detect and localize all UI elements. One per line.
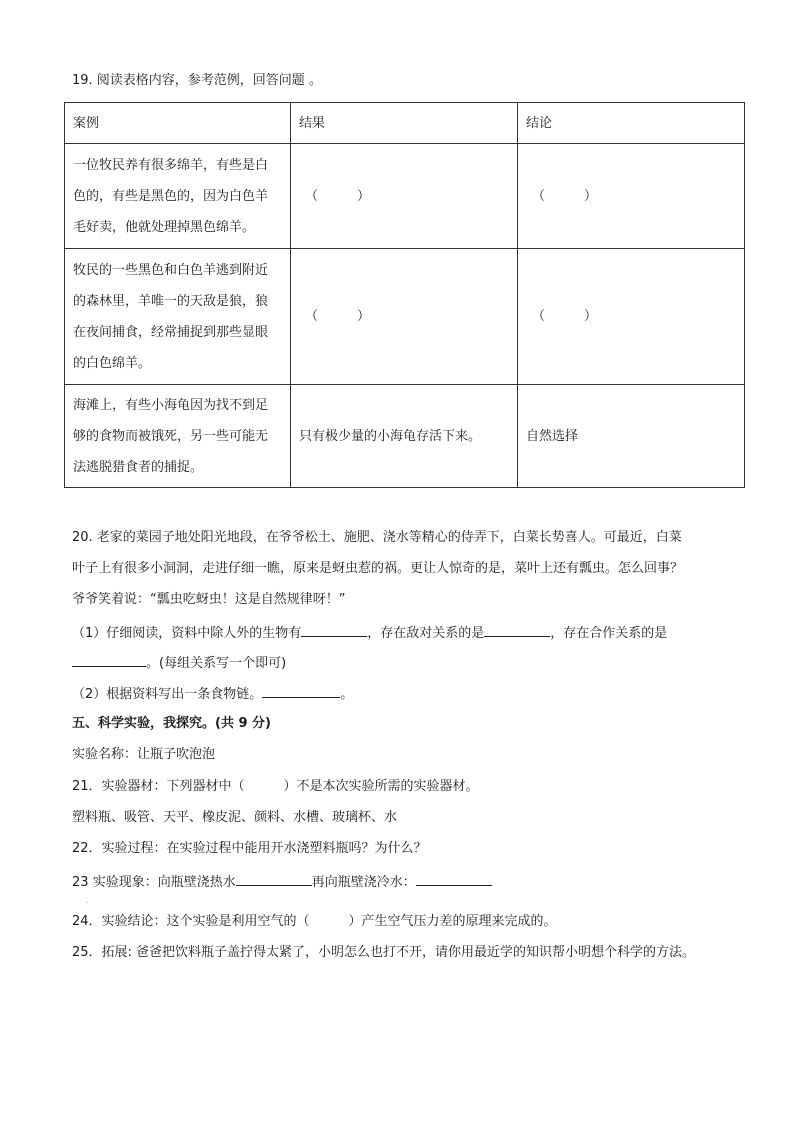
- answer-blank[interactable]: [416, 871, 492, 886]
- answer-blank[interactable]: [72, 652, 146, 667]
- answer-blank: （ ）: [305, 309, 371, 324]
- case-cell: [65, 249, 291, 385]
- q20-sub2: [72, 683, 353, 705]
- case-line: 的白色绵羊。: [73, 355, 152, 371]
- q23-text: 再向瓶壁浇冷水：: [311, 875, 416, 890]
- table-row: [65, 249, 745, 385]
- case-line: 的森林里，羊唯一的天敌是狼，狼: [73, 293, 269, 309]
- section5-title: 五、科学实验，我探究。(共 9 分): [72, 716, 271, 731]
- case-line: 海滩上，有些小海龟因为找不到足: [73, 397, 269, 413]
- answer-blank[interactable]: [236, 871, 312, 886]
- q20-sub1-text: ，存在合作关系的是: [550, 626, 668, 641]
- q22-text: 22．实验过程：在实验过程中能用开水浇塑料瓶吗？为什么？: [72, 841, 427, 856]
- case-line: 一位牧民养有很多绵羊，有些是白: [73, 157, 269, 173]
- answer-blank: （ ）: [305, 188, 371, 204]
- conclusion-cell[interactable]: [518, 144, 745, 249]
- case-line: 色的，有些是黑色的，因为白色羊: [73, 188, 269, 204]
- q23-text: 实验现象：向瓶壁浇热水: [92, 875, 236, 890]
- table-header-row: [65, 103, 745, 144]
- q20-sub1-text: （1）仔细阅读，资料中除人外的生物有: [72, 626, 302, 641]
- case-cell: [65, 385, 291, 488]
- case-line: 够的食物而被饿死，另一些可能无: [73, 428, 269, 444]
- result-cell[interactable]: [291, 249, 518, 385]
- q21-text: 21．实验器材：下列器材中（ ）不是本次实验所需的实验器材。: [72, 779, 479, 794]
- q20-text-line: 20. 老家的菜园子地处阳光地段，在爷爷松土、施肥、浇水等精心的侍弄下，白菜长势喜人。可最近，白菜: [72, 530, 682, 545]
- q23-number: 23: [72, 875, 89, 890]
- materials-list: 塑料瓶、吸管、天平、橡皮泥、颜料、水槽、玻璃杯、水: [72, 810, 398, 825]
- conclusion-cell[interactable]: [518, 249, 745, 385]
- q23-line: [72, 871, 492, 893]
- header-case: 案例: [65, 103, 291, 144]
- q20-text-line: 叶子上有很多小洞洞，走进仔细一瞧，原来是蚜虫惹的祸。更让人惊奇的是，菜叶上还有瓢虫。怎么回事？: [72, 561, 684, 576]
- result-cell: 只有极少量的小海龟存活下来。: [291, 385, 518, 488]
- q24-text: 24．实验结论：这个实验是利用空气的（ ）产生空气压力差的原理来完成的。: [72, 914, 557, 929]
- table-row: [65, 385, 745, 488]
- header-result: 结果: [291, 103, 518, 144]
- answer-blank[interactable]: [301, 622, 367, 637]
- q23-mark: .: [86, 898, 88, 905]
- q20-sub1-text: ，存在敌对关系的是: [367, 626, 485, 641]
- table-row: [65, 144, 745, 249]
- case-line: 牧民的一些黑色和白色羊逃到附近: [73, 262, 269, 278]
- case-line: 法逃脱猎食者的捕捉。: [73, 459, 204, 475]
- q20-sub2-text: （2）根据资料写出一条食物链。: [72, 687, 263, 702]
- answer-blank: （ ）: [532, 309, 598, 324]
- conclusion-cell: 自然选择: [518, 385, 745, 488]
- answer-blank[interactable]: [484, 622, 550, 637]
- case-line: 毛好卖，他就处理掉黑色绵羊。: [73, 219, 256, 235]
- q19-table: [64, 102, 745, 488]
- case-cell: [65, 144, 291, 249]
- q20-sub2-text: 。: [340, 687, 354, 702]
- header-conclusion: 结论: [518, 103, 745, 144]
- result-cell[interactable]: [291, 144, 518, 249]
- answer-blank[interactable]: [262, 683, 340, 698]
- experiment-name: 实验名称：让瓶子吹泡泡: [72, 747, 216, 762]
- q19-prompt: 19. 阅读表格内容，参考范例，回答问题 。: [72, 73, 322, 88]
- q20-text-line: 爷爷笑着说：“瓢虫吃蚜虫！这是自然规律呀！”: [72, 592, 346, 607]
- q25-text: 25．拓展: 爸爸把饮料瓶子盖拧得太紧了，小明怎么也打不开，请你用最近学的知识帮小明想个科学的方法。: [72, 945, 696, 960]
- q20-sub1-text: 。(每组关系写一个即可): [146, 656, 287, 671]
- q20-sub1-cont: [72, 652, 286, 674]
- answer-blank: （ ）: [532, 188, 598, 204]
- case-line: 在夜间捕食，经常捕捉到那些显眼: [73, 324, 269, 340]
- q20-sub1: [72, 622, 667, 644]
